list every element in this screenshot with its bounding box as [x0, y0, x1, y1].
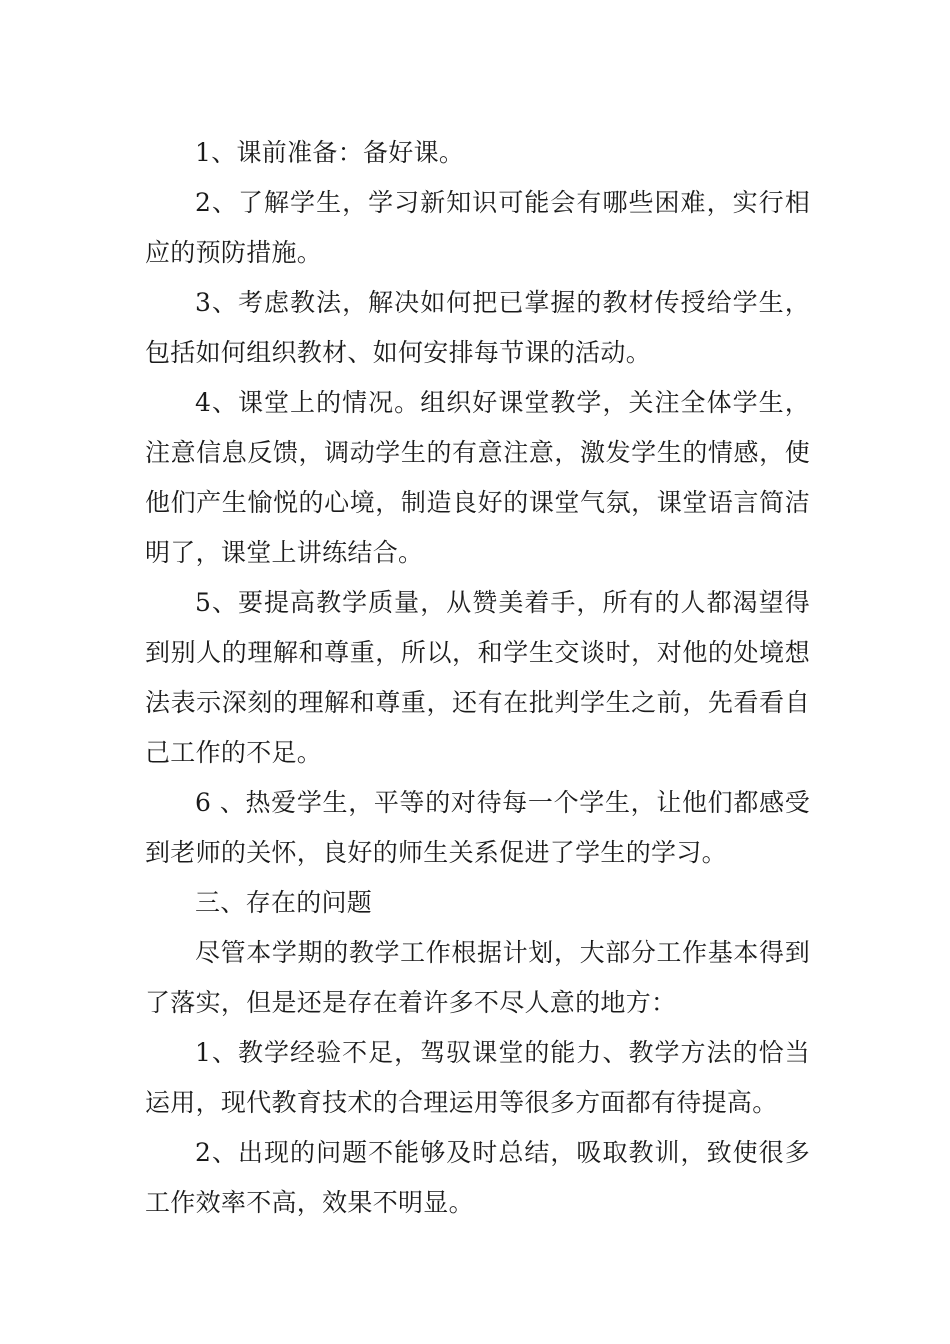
document-body [145, 128, 810, 1228]
paragraph-6: 6 、热爱学生，平等的对待每一个学生，让他们都感受到老师的关怀，良好的师生关系促进了学生的学习。 [145, 788, 810, 867]
paragraph-5: 5、要提高教学质量，从赞美着手，所有的人都渴望得到别人的理解和尊重，所以，和学生交谈时，对他的处境想法表示深刻的理解和尊重，还有在批判学生之前，先看看自己工作的不足。 [145, 588, 810, 767]
paragraph-3: 3、考虑教法，解决如何把已掌握的教材传授给学生，包括如何组织教材、如何安排每节课的活动。 [145, 288, 810, 367]
section-heading: 三、存在的问题 [195, 888, 373, 917]
paragraph-1: 1、课前准备：备好课。 [195, 138, 465, 167]
paragraph-4: 4、课堂上的情况。组织好课堂教学，关注全体学生，注意信息反馈，调动学生的有意注意，激发学生的情感，使他们产生愉悦的心境，制造良好的课堂气氛，课堂语言简洁明了，课堂上讲练结合。 [145, 388, 810, 567]
paragraph-8: 1、教学经验不足，驾驭课堂的能力、教学方法的恰当运用，现代教育技术的合理运用等很多方面都有待提高。 [145, 1038, 810, 1117]
paragraph-9: 2、出现的问题不能够及时总结，吸取教训，致使很多工作效率不高，效果不明显。 [145, 1138, 810, 1217]
paragraph-7: 尽管本学期的教学工作根据计划，大部分工作基本得到了落实，但是还是存在着许多不尽人意的地方： [145, 938, 810, 1017]
paragraph-2: 2、了解学生，学习新知识可能会有哪些困难，实行相应的预防措施。 [145, 188, 810, 267]
